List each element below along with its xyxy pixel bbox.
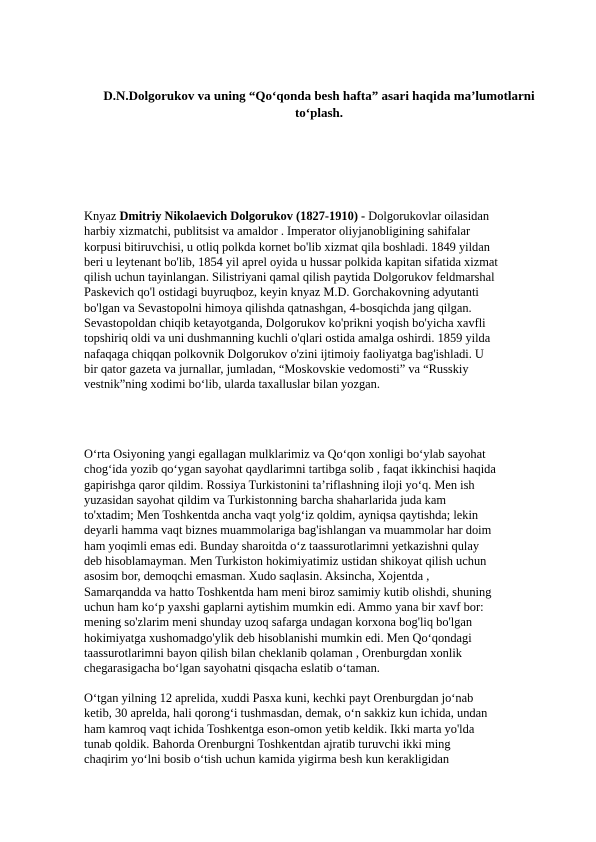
paragraph-line: bir qator gazeta va jurnallar, jumladan, “Moskovskie vedomosti” va “Russkiy bbox=[84, 361, 469, 376]
paragraph-line: Samarqandda va hatto Toshkentda ham meni biroz samimiy kutib olishdi, shuning bbox=[84, 584, 492, 599]
paragraph-line: gapirishga qaror qildim. Rossiya Turkistonini ta’riflashning iloji yo‘q. Men ish bbox=[84, 477, 475, 492]
paragraph-journey bbox=[84, 691, 558, 767]
paragraph-line: deb hisoblamayman. Men Turkiston hokimiyatimiz ustidan shikoyat qilish uchun bbox=[84, 554, 487, 569]
paragraph-line: asosim bor, demoqchi emasman. Xudo saqlasin. Aksincha, Xojentda , bbox=[84, 569, 430, 584]
title-line: to‘plash. bbox=[294, 105, 344, 120]
paragraph-line: qilish uchun tayinlangan. Silistriyani qamal qilish paytida Dolgorukov feldmarshal bbox=[84, 270, 495, 285]
intro-prefix: Knyaz bbox=[84, 209, 120, 223]
title-line: D.N.Dolgorukov va uning “Qo‘qonda besh hafta” asari haqida ma’lumotlarni bbox=[103, 88, 535, 103]
intro-rest: Dolgorukovlar oilasidan bbox=[368, 209, 490, 223]
paragraph-line: Sevastopoldan chiqib ketayotganda, Dolgorukov ko'prikni yoqish bo'yicha xavfli bbox=[84, 316, 486, 331]
paragraph-line: korpusi bitiruvchisi, u otliq polkda kornet bo'lib xizmat qila boshladi. 1849 yildan bbox=[84, 239, 490, 254]
paragraph-line: bo'lgan va Sevastopolni himoya qilishda qatnashgan, 4-bosqichda jang qilgan. bbox=[84, 300, 472, 315]
paragraph-line: yuzasidan sayohat qildim va Turkistonning barcha shaharlarida juda kam bbox=[84, 492, 447, 507]
paragraph-line: topshiriq oldi va uni dushmanning kuchli o'qlari ostida amalga oshirdi. 1859 yilda bbox=[84, 331, 491, 346]
paragraph-line: O‘rta Osiyoning yangi egallagan mulklarimiz va Qo‘qon xonligi bo‘ylab sayohat bbox=[84, 447, 486, 461]
person-name-bold: Dmitriy Nikolaevich Dolgorukov (1827-1910) - bbox=[119, 209, 369, 223]
paragraph-line: ham kamroq vaqt ichida Toshkentga eson-omon yetib keldik. Ikki marta yo'lda bbox=[84, 721, 475, 736]
paragraph-line: chog‘ida yozib qo‘ygan sayohat qaydlarimni tartibga solib , faqat ikkinchisi haqida bbox=[84, 462, 496, 477]
paragraph-biography bbox=[84, 209, 558, 393]
paragraph-line bbox=[84, 209, 558, 224]
paragraph-line: chegarasigacha bo‘lgan sayohatni qisqacha eslatib o‘taman. bbox=[84, 661, 380, 676]
paragraph-line: harbiy xizmatchi, publitsist va amaldor . Imperator oliyjanobligining sahifalar bbox=[84, 224, 471, 239]
paragraph-line: nafaqaga chiqqan polkovnik Dolgorukov o'zini ijtimoiy faoliyatga bag'ishladi. U bbox=[84, 346, 484, 361]
paragraph-line: O‘tgan yilning 12 aprelida, xuddi Pasxa kuni, kechki payt Orenburgdan jo‘nab bbox=[84, 691, 474, 705]
paragraph-line: beri u leytenant bo'lib, 1854 yil aprel oyida u hussar polkida kapitan sifatida xizmat bbox=[84, 254, 498, 269]
paragraph-line: ketib, 30 aprelda, hali qorong‘i tushmasdan, demak, o‘n sakkiz kun ichida, undan bbox=[84, 706, 488, 721]
document-title bbox=[84, 87, 554, 121]
paragraph-line: hokimiyatga xushomadgo'ylik deb hisoblanishi mumkin edi. Men Qo‘qondagi bbox=[84, 630, 472, 645]
paragraph-line: vestnik”ning xodimi bo‘lib, ularda taxalluslar bilan yozgan. bbox=[84, 377, 380, 392]
paragraph-travel-notes bbox=[84, 447, 558, 676]
paragraph-line: tunab qoldik. Bahorda Orenburgni Toshkentdan ajratib turuvchi ikki ming bbox=[84, 736, 451, 751]
paragraph-line: chaqirim yo‘lni bosib o‘tish uchun kamida yigirma besh kun kerakligidan bbox=[84, 752, 450, 767]
paragraph-line: deyarli hamma vaqt biznes muammolariga bag'ishlangan va muammolar har doim bbox=[84, 523, 492, 538]
paragraph-line: mening so'zlarim meni shunday uzoq safarga undagan korxona bog'liq bo'lgan bbox=[84, 615, 473, 630]
paragraph-line: ham yoqimli emas edi. Bunday sharoitda o‘z taassurotlarimni yetkazishni qulay bbox=[84, 538, 480, 553]
paragraph-line: to'xtadim; Men Toshkentda ancha vaqt yolg‘iz qoldim, ayniqsa qaytishda; lekin bbox=[84, 508, 479, 523]
paragraph-line: uchun ham ko‘p yaxshi gaplarni aytishim mumkin edi. Ammo yana bir xavf bor: bbox=[84, 599, 484, 614]
paragraph-line: taassurotlarimni bayon qilish bilan cheklanib qolaman , Orenburgdan xonlik bbox=[84, 645, 462, 660]
paragraph-line: Paskevich qo'l ostidagi buyruqboz, keyin knyaz M.D. Gorchakovning adyutanti bbox=[84, 285, 479, 300]
